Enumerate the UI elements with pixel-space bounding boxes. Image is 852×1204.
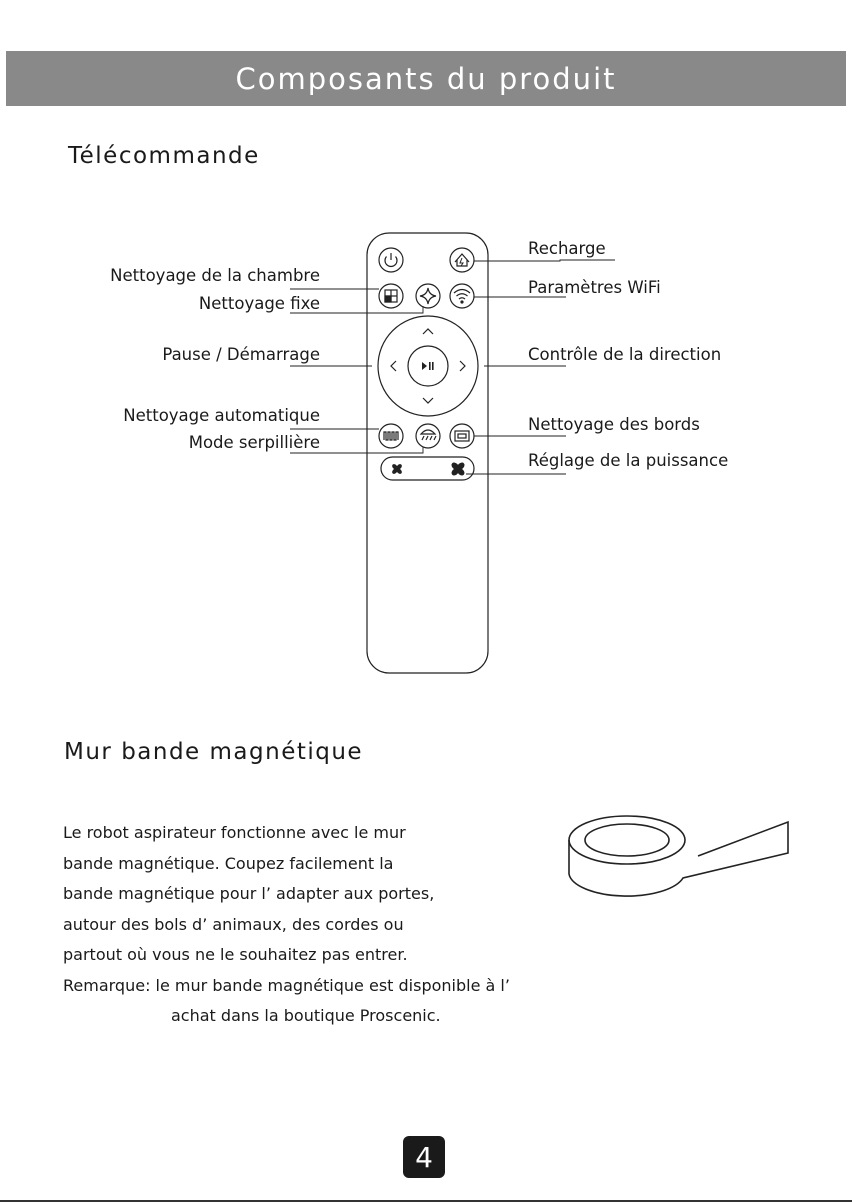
paragraph-line: autour des bols d’ animaux, des cordes ou (63, 914, 404, 934)
banner-title: Composants du produit (235, 61, 617, 96)
label-recharge: Recharge (528, 239, 606, 258)
label-edge-cleaning: Nettoyage des bords (528, 415, 700, 434)
spot-icon (416, 284, 440, 308)
label-direction-control: Contrôle de la direction (528, 345, 722, 364)
label-power-adjust: Réglage de la puissance (528, 451, 729, 470)
fan-icon (446, 457, 469, 480)
page-number: 4 (403, 1136, 445, 1178)
magnetic-tape-illustration (560, 808, 800, 918)
home-charge-icon (450, 248, 474, 272)
paragraph-line: bande magnétique. Coupez facilement la (63, 853, 394, 873)
label-wifi-settings: Paramètres WiFi (528, 278, 661, 297)
label-mop-mode: Mode serpillière (188, 433, 320, 452)
power-icon (379, 248, 403, 272)
label-spot-cleaning: Nettoyage fixe (198, 294, 320, 313)
label-auto-cleaning: Nettoyage automatique (123, 406, 320, 425)
wifi-icon (450, 284, 474, 308)
fan-icon (388, 460, 406, 478)
paragraph-line: bande magnétique pour l’ adapter aux portes, (63, 884, 435, 903)
paragraph-line: Remarque: le mur bande magnétique est disponible à l’ (63, 975, 510, 995)
tape-description (63, 818, 623, 1032)
mop-icon (416, 424, 440, 448)
label-pause-start: Pause / Démarrage (162, 345, 320, 364)
paragraph-line: Le robot aspirateur fonctionne avec le mur (63, 823, 406, 842)
bottom-rule (0, 1200, 852, 1202)
remote-heading: Télécommande (68, 143, 260, 169)
paragraph-line: partout où vous ne le souhaitez pas entrer. (63, 945, 408, 964)
direction-pad (378, 316, 478, 416)
play-pause-icon (422, 362, 434, 370)
label-room-cleaning: Nettoyage de la chambre (110, 266, 320, 285)
tape-heading: Mur bande magnétique (64, 739, 364, 765)
room-icon (379, 284, 403, 308)
edge-clean-icon (450, 424, 474, 448)
paragraph-line: achat dans la boutique Proscenic. (171, 1006, 441, 1025)
auto-clean-icon (379, 424, 403, 448)
